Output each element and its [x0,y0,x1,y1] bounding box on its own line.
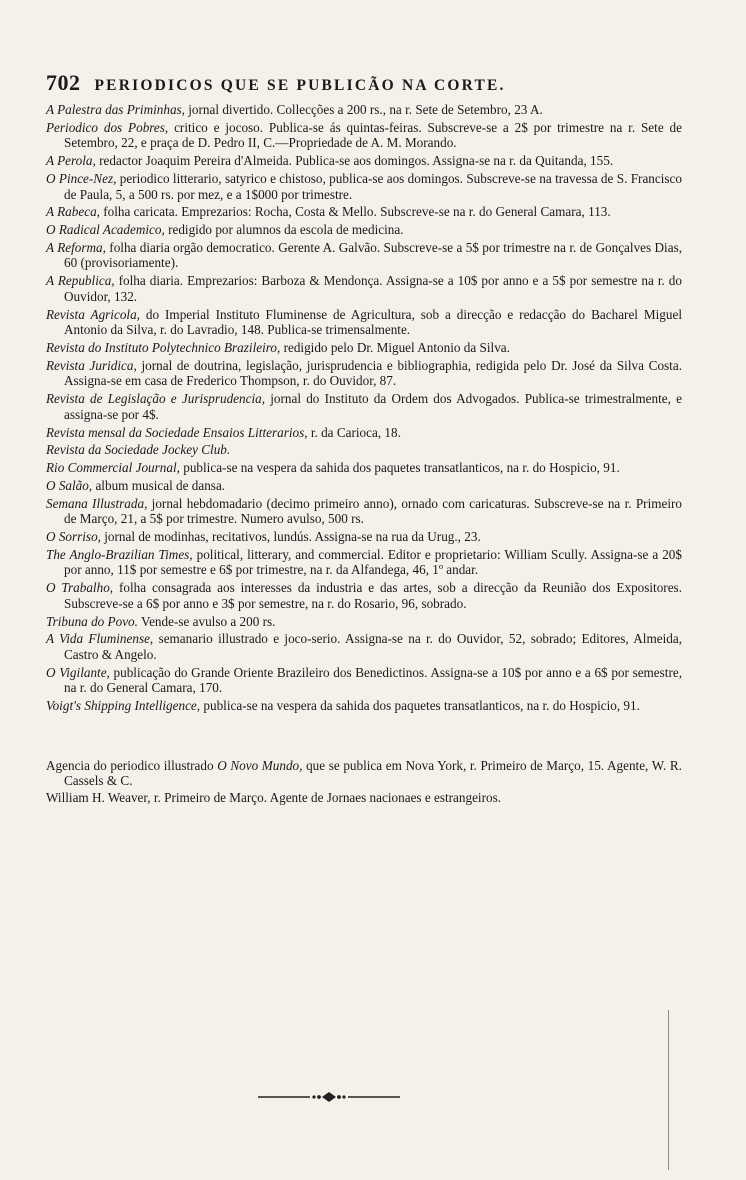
periodical-description: redigido por alumnos da escola de medicina. [164,222,404,238]
periodical-title: Tribuna do Povo. [46,613,138,629]
ornament-diamond [322,1092,336,1102]
periodical-title: A Perola, [46,153,96,169]
periodical-title: O Vigilante, [46,664,110,680]
periodical-entry [46,391,682,422]
periodical-title: A Rabeca, [46,204,100,220]
periodical-entry [46,358,682,389]
periodical-description: publica-se na vespera da sahida dos paquetes transatlanticos, na r. do Hospicio, 91. [200,698,640,714]
periodical-title: Semana Illustrada, [46,495,148,511]
ornament-divider [258,1091,400,1103]
periodical-description: political, litterary, and commercial. Editor e proprietario: William Scully. Assigna-se a 20$ por anno, 11$ por semestre e 6$ por trimestre, na r. da Alfandega, 46, 1º andar. [64,546,682,578]
periodical-description: album musical de dansa. [92,477,226,493]
periodical-title: O Salão, [46,477,93,493]
periodical-entry [46,529,682,545]
periodical-description: r. da Carioca, 18. [307,424,401,440]
periodical-description: Vende-se avulso a 200 rs. [137,613,276,629]
periodical-entry [46,153,682,169]
periodical-description: folha diaria. Emprezarios: Barboza & Mendonça. Assigna-se a 10$ por anno e a 5$ por semestre na r. do Ouvidor, 132. [64,273,682,304]
periodical-entry [46,307,682,338]
periodical-entry [46,614,682,630]
periodical-title: Revista mensal da Sociedade Ensaios Litterarios, [46,424,308,440]
periodical-entry [46,425,682,441]
periodical-title: A Vida Fluminense, [46,631,154,647]
periodical-title: A Palestra das Priminhas, [46,102,185,117]
ornament-dot [317,1095,321,1099]
periodical-title: O Sorriso, [46,529,101,545]
periodical-entry [46,665,682,696]
periodical-description: publica-se na vespera da sahida dos paquetes transatlanticos, na r. do Hospicio, 91. [179,460,620,476]
agency-entry [46,758,682,789]
periodical-entry [46,120,682,151]
periodical-description: folha consagrada aos interesses da industria e das artes, sob a direcção da Reunião dos Expositores. Subscreve-se a 6$ por anno e 3$ por semestre, na r. do Rosario, 96, sobrado. [64,580,682,611]
periodical-entry [46,460,682,476]
periodical-title: O Radical Academico, [46,222,165,238]
periodical-title: Revista da Sociedade Jockey Club. [46,442,231,458]
margin-rule [668,1010,669,1170]
periodical-description: jornal de doutrina, legislação, jurisprudencia e bibliographia, redigida pelo Dr. José da Silva Costa. Assigna-se em casa de Frederico Thompson, r. do Ouvidor, 87. [64,357,682,389]
periodical-title: Rio Commercial Journal, [46,460,180,476]
periodical-entry [46,442,682,458]
periodical-entry [46,580,682,611]
periodical-title: O Trabalho, [46,580,114,596]
page [46,70,682,806]
ornament-dot [312,1095,315,1098]
periodical-description: folha diaria orgão democratico. Gerente A. Galvão. Subscreve-se a 5$ por trimestre na r. de Gonçalves Dias, 60 (provisoriamente). [64,239,682,271]
agencies-section [46,758,682,806]
periodical-description: jornal hebdomadario (decimo primeiro anno), ornado com caricaturas. Subscreve-se na r. Primeiro de Março, 21, a 5$ por trimestre. Numero avulso, 500 rs. [64,495,682,527]
agency-after: que se publica em Nova York, r. Primeiro de Março, 15. Agente, W. R. Cassels & C. [64,757,682,789]
periodical-entry [46,478,682,494]
running-title: PERIODICOS QUE SE PUBLICÃO NA CORTE. [94,77,506,94]
periodical-entry [46,631,682,662]
periodical-description: redactor Joaquim Pereira d'Almeida. Publica-se aos domingos. Assigna-se na r. da Quitanda, 155. [95,153,614,169]
periodical-entry [46,340,682,356]
periodical-entry [46,204,682,220]
agency-title: O Novo Mundo, [217,757,303,773]
periodical-description: folha caricata. Emprezarios: Rocha, Costa & Mello. Subscreve-se na r. do General Camara, 113. [99,204,611,220]
periodical-description: jornal de modinhas, recitativos, lundús. Assigna-se na rua da Urug., 23. [100,529,481,545]
periodical-title: Revista Agricola, [46,306,140,322]
periodical-title: A Reforma, [46,239,106,255]
periodical-title: Revista de Legislação e Jurisprudencia, [46,391,266,407]
ornament-dot [342,1095,345,1098]
periodical-description: jornal divertido. Collecções a 200 rs., na r. Sete de Setembro, 23 A. [184,102,543,117]
page-number: 702 [46,70,81,95]
periodical-entry [46,547,682,578]
periodical-title: Revista do Instituto Polytechnico Brazileiro, [46,340,281,355]
periodical-entry [46,171,682,202]
periodical-description: semanario illustrado e joco-serio. Assigna-se na r. do Ouvidor, 52, sobrado; Editores, Almeida, Castro & Angelo. [64,631,682,662]
periodical-entry [46,496,682,527]
agency-before: William H. Weaver, r. Primeiro de Março. Agente de Jornaes nacionaes e estrangeiros. [46,789,502,805]
periodical-description: periodico litterario, satyrico e chistoso, publica-se aos domingos. Subscreve-se na travessa de S. Francisco de Paula, 5, a 500 rs. por mez, e a 1$000 por trimestre. [64,170,682,202]
ornament-dot [337,1095,341,1099]
periodicals-list [46,102,682,714]
page-header [46,70,682,96]
periodical-title: O Pince-Nez, [46,170,117,186]
periodical-description: redigido pelo Dr. Miguel Antonio da Silva. [280,340,510,355]
periodical-title: The Anglo-Brazilian Times, [46,546,193,562]
periodical-description: publicação do Grande Oriente Brazileiro dos Benedictinos. Assigna-se a 10$ por anno e a 6$ por semestre, na r. do General Camara, 170. [64,664,682,696]
periodical-description: critico e jocoso. Publica-se ás quintas-feiras. Subscreve-se a 2$ por trimestre na r. Sete de Setembro, 22, e praça de D. Pedro II, C.—Propriedade de A. M. Morando. [64,119,682,151]
periodical-entry [46,240,682,271]
periodical-title: Voigt's Shipping Intelligence, [46,698,201,714]
periodical-title: Periodico dos Pobres, [46,119,169,135]
agency-entry [46,790,682,806]
periodical-title: A Republica, [46,273,115,289]
periodical-entry [46,698,682,714]
periodical-description: jornal do Instituto da Ordem dos Advogados. Publica-se trimestralmente, e assigna-se por 4$. [64,391,682,422]
periodical-title: Revista Juridica, [46,357,137,373]
periodical-entry [46,102,682,118]
periodical-description: do Imperial Instituto Fluminense de Agricultura, sob a direcção e redacção do Bacharel Miguel Antonio da Silva, r. do Lavradio, 148. Publica-se trimensalmente. [64,306,682,338]
periodical-entry [46,273,682,304]
periodical-entry [46,222,682,238]
agency-before: Agencia do periodico illustrado [46,757,218,773]
